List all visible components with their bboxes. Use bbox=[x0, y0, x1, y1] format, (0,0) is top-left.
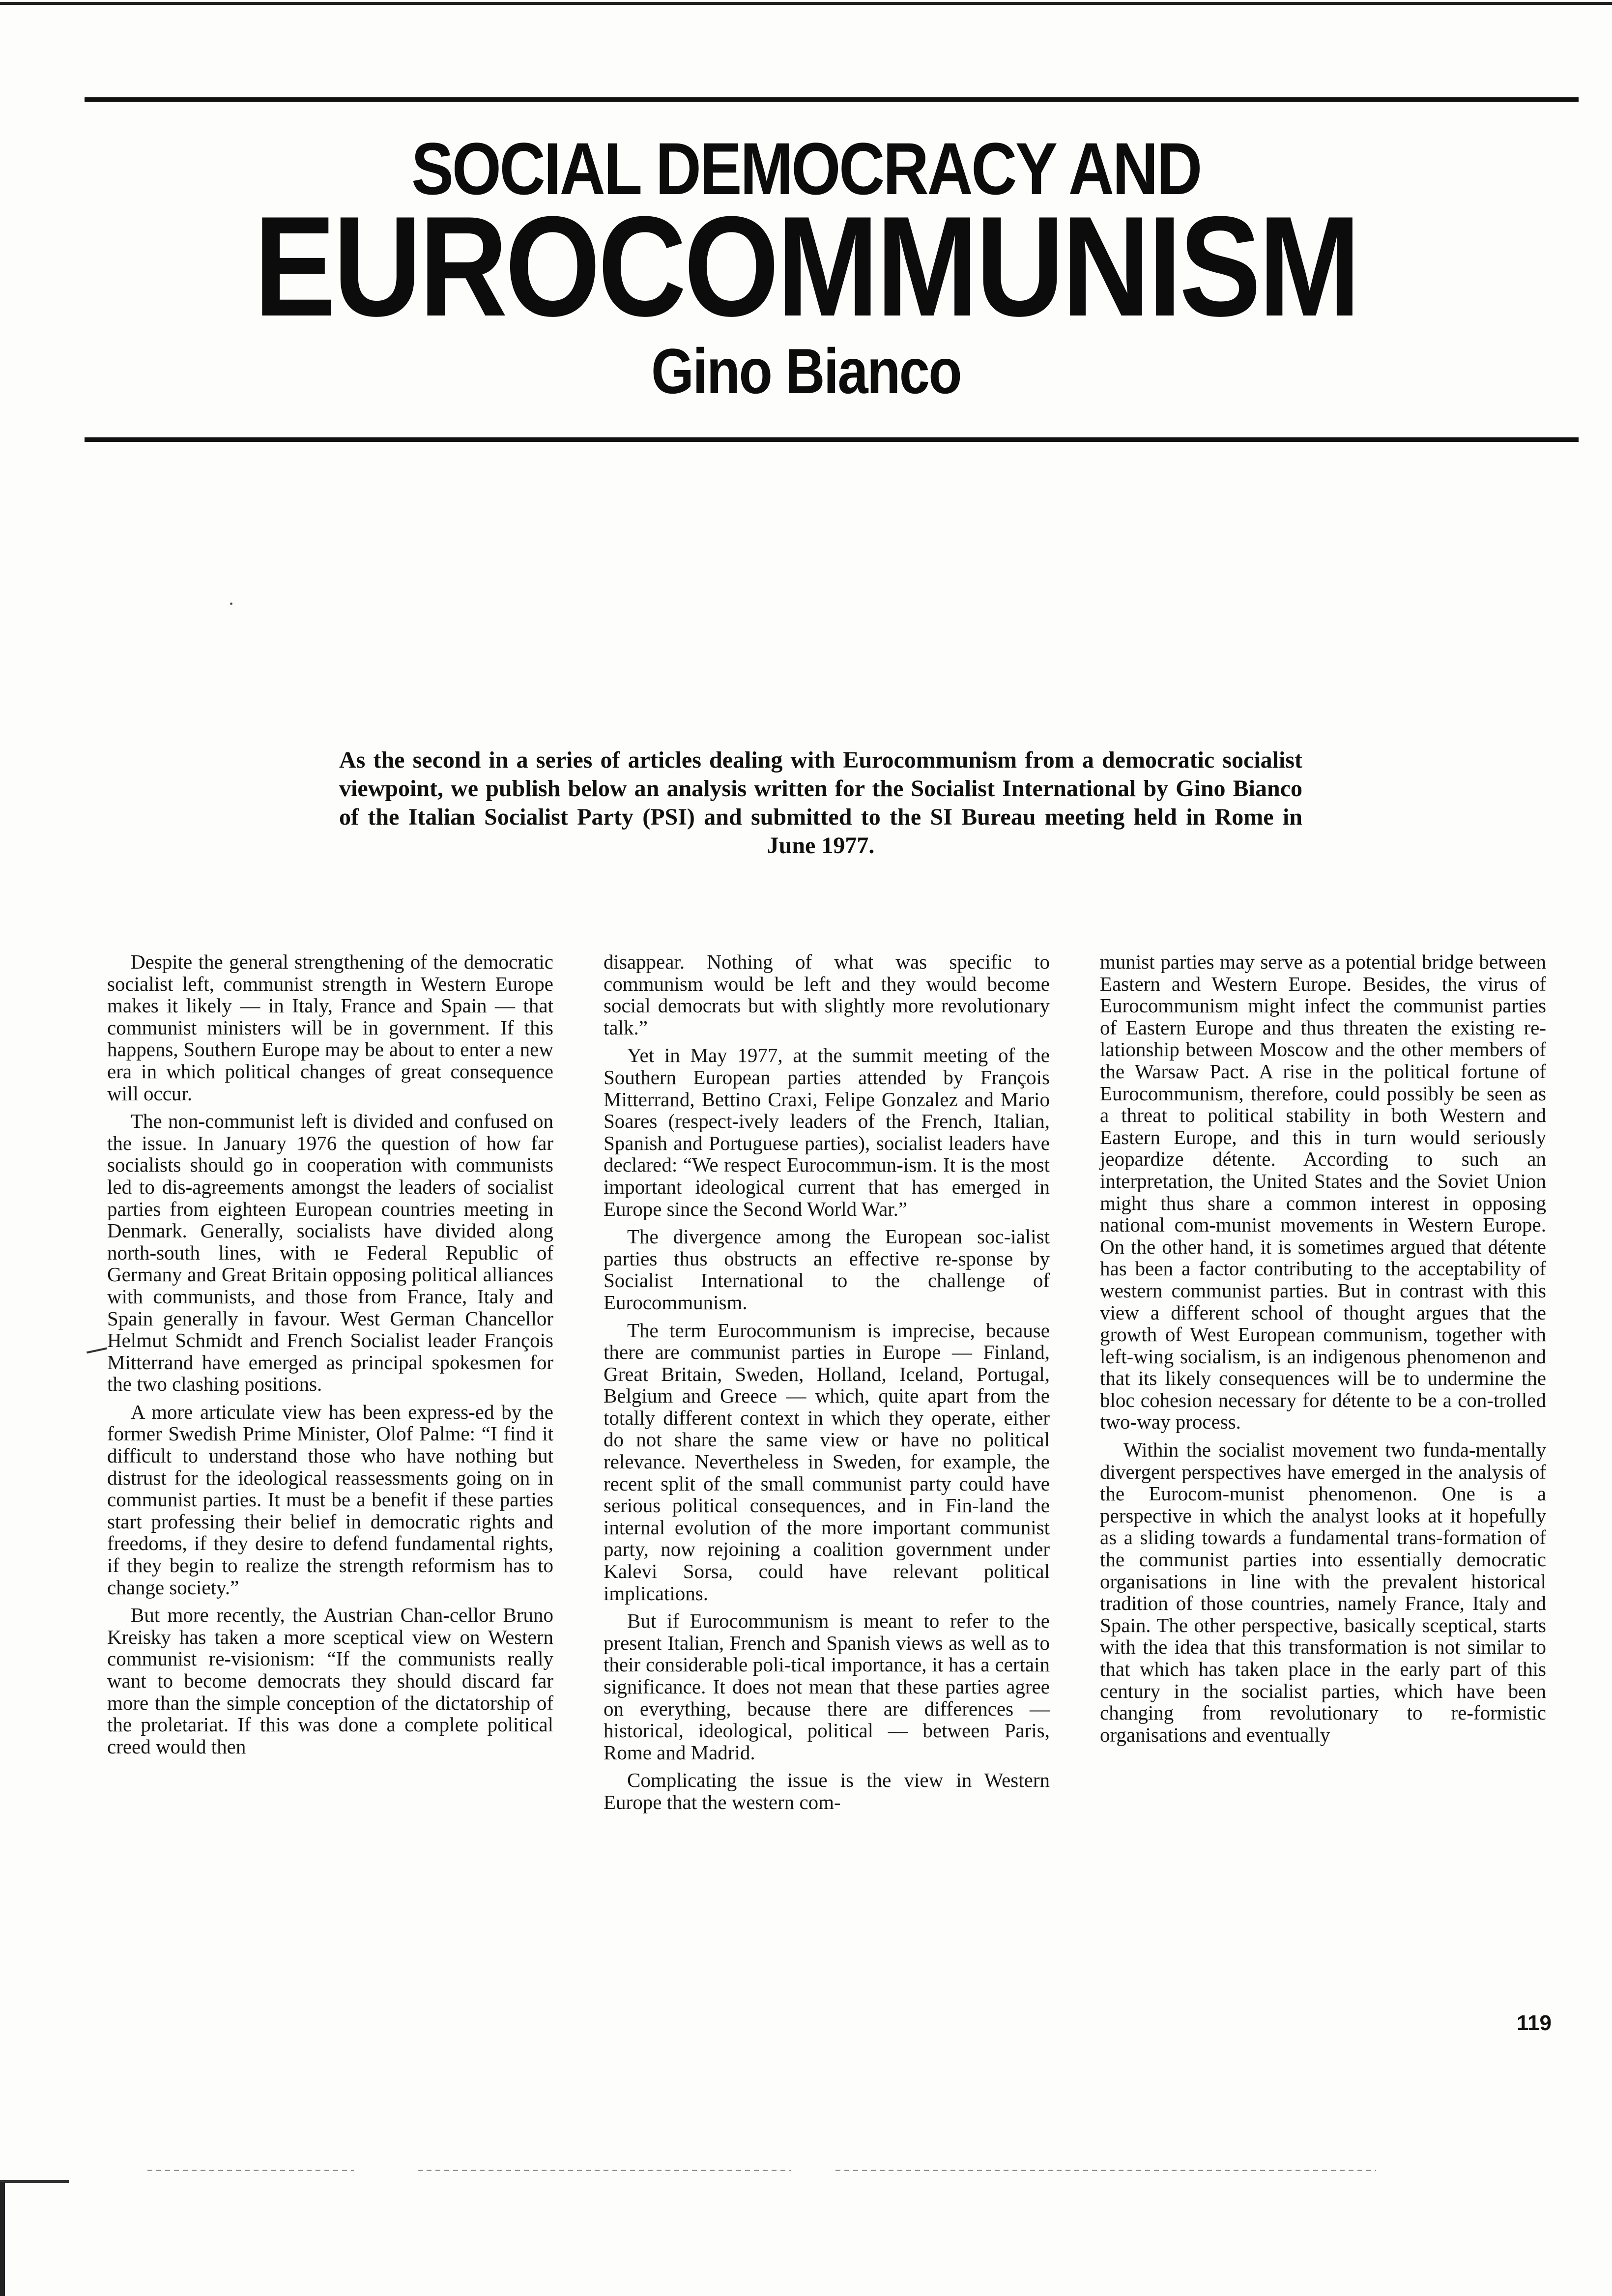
scan-artifact-line bbox=[147, 2170, 354, 2171]
paragraph: The non-communist left is divided and confused on the issue. In January 1976 the question of how far socialists should go in cooperation with communists led to dis-agreements amongst the leaders of socialist parties from eighteen European countries meeting in Denmark. Generally, socialists have divided along north-south lines, with ıe Federal Republic of Germany and Great Britain opposing political alliances with communists, and those from France, Italy and Spain generally in favour. West German Chancellor Helmut Schmidt and French Socialist leader François Mitterrand have emerged as principal spokesmen for the two clashing positions. bbox=[107, 1110, 553, 1396]
article-body bbox=[107, 951, 1569, 2052]
text-column-2 bbox=[604, 951, 1050, 1819]
paragraph-continued: disappear. Nothing of what was specific to communism would be left and they would become social democrats but with slightly more revolutionary talk.” bbox=[604, 950, 1050, 1039]
article-author: Gino Bianco bbox=[651, 335, 961, 407]
scan-artifact-line bbox=[835, 2170, 1376, 2171]
scan-edge-left bbox=[0, 2182, 5, 2296]
margin-pen-mark bbox=[86, 1348, 107, 1354]
paragraph-continued: munist parties may serve as a potential bridge between Eastern and Western Europe. Besides, the virus of Eurocommunism might infect the communist parties of Eastern Europe and thus threaten the existing re-lationship between Moscow and the other members of the Warsaw Pact. A rise in the political fortune of Eurocommunism, therefore, could possibly be seen as a threat to political stability in both Western and Eastern Europe, and this in turn would seriously jeopardize détente. According to such an interpretation, the United States and the Soviet Union might thus share a common interest in opposing national com-munist movements in Western Europe. On the other hand, it is sometimes argued that détente has been a factor contributing to the acceptability of western communist parties. But in contrast with this view a different school of thought argues that the growth of West European communism, together with left-wing socialism, is an indigenous phenomenon and that its likely consequences will be to undermine the bloc cohesion necessary for détente to be a con-trolled two-way process. bbox=[1100, 950, 1546, 1434]
paragraph: The term Eurocommunism is imprecise, because there are communist parties in Europe — Finland, Great Britain, Sweden, Holland, Iceland, Portugal, Belgium and Greece — which, quite apart from the totally different context in which they operate, either do not share the same view or have no political relevance. Nevertheless in Sweden, for example, the recent split of the small communist party could have serious political consequences, and in Fin-land the internal evolution of the more important communist party, now rejoining a coalition government under Kalevi Sorsa, could have relevant political implications. bbox=[604, 1319, 1050, 1605]
paragraph: But if Eurocommunism is meant to refer to the present Italian, French and Spanish views as well as to their considerable poli-tical importance, it has a certain significance. It does not mean that these parties agree on everything, because there are differences — historical, ideological, political — between Paris, Rome and Madrid. bbox=[604, 1609, 1050, 1764]
paragraph: But more recently, the Austrian Chan-cellor Bruno Kreisky has taken a more sceptical view on Western communist re-visionism: “If the communists really want to become democrats they should discard far more than the simple conception of the dictatorship of the proletariat. If this was done a complete political creed would then bbox=[107, 1604, 553, 1758]
paragraph: Despite the general strengthening of the democratic socialist left, communist strength in Western Europe makes it likely — in Italy, France and Spain — that communist ministers will be in government. If this happens, Southern Europe may be about to enter a new era in which political changes of great consequence will occur. bbox=[107, 950, 553, 1105]
article-title: EUROCOMMUNISM bbox=[254, 187, 1358, 346]
scan-artifact-line bbox=[418, 2170, 791, 2171]
header-rule-top bbox=[85, 97, 1579, 102]
paragraph: A more articulate view has been express-ed by the former Swedish Prime Minister, Olof Palme: “I find it difficult to understand those who have nothing but distrust for the ideological reassessments going on in communist parties. It must be a benefit if these parties start professing their belief in democratic rights and freedoms, if they desire to defend fundamental rights, if they begin to realize the strength reformism has to change society.” bbox=[107, 1400, 553, 1599]
paragraph: The divergence among the European soc-ialist parties thus obstructs an effective re-sponse by Socialist International to the challenge of Eurocommunism. bbox=[604, 1225, 1050, 1314]
article-kicker: SOCIAL DEMOCRACY AND bbox=[411, 127, 1201, 210]
paragraph: Complicating the issue is the view in Western Europe that the western com- bbox=[604, 1769, 1050, 1813]
paragraph: Yet in May 1977, at the summit meeting of the Southern European parties attended by François Mitterrand, Bettino Craxi, Felipe Gonzalez and Mario Soares (respect-ively leaders of the French, Italian, Spanish and Portuguese parties), socialist leaders have declared: “We respect Eurocommun-ism. It is the most important ideological current that has emerged in Europe since the Second World War.” bbox=[604, 1044, 1050, 1220]
scan-edge-top bbox=[0, 2, 1612, 5]
article-standfirst: As the second in a series of articles dealing with Eurocommunism from a democratic socialist viewpoint, we publish below an analysis written for the Socialist International by Gino Bianco of the Italian Socialist Party (PSI) and submitted to the SI Bureau meeting held in Rome in June 1977. bbox=[339, 747, 1302, 859]
header-rule-bottom bbox=[85, 437, 1579, 442]
scan-edge-mark bbox=[0, 2180, 69, 2183]
page-number: 119 bbox=[1517, 2011, 1552, 2035]
paragraph: Within the socialist movement two funda-mentally divergent perspectives have emerged in the analysis of the Eurocom-munist phenomenon. One is a perspective in which the analyst looks at it hopefully as a sliding towards a fundamental trans-formation of the communist parties into essentially democratic organisations in line with the prevalent historical tradition of those countries, namely France, Italy and Spain. The other perspective, basically sceptical, starts with the idea that this transformation is not similar to that which has taken place in the early part of this century in the socialist parties, which have been changing from revolutionary to re-formistic organisations and eventually bbox=[1100, 1438, 1546, 1746]
text-column-3 bbox=[1100, 951, 1546, 1751]
text-column-1 bbox=[107, 951, 553, 1763]
scan-speck bbox=[230, 603, 232, 605]
